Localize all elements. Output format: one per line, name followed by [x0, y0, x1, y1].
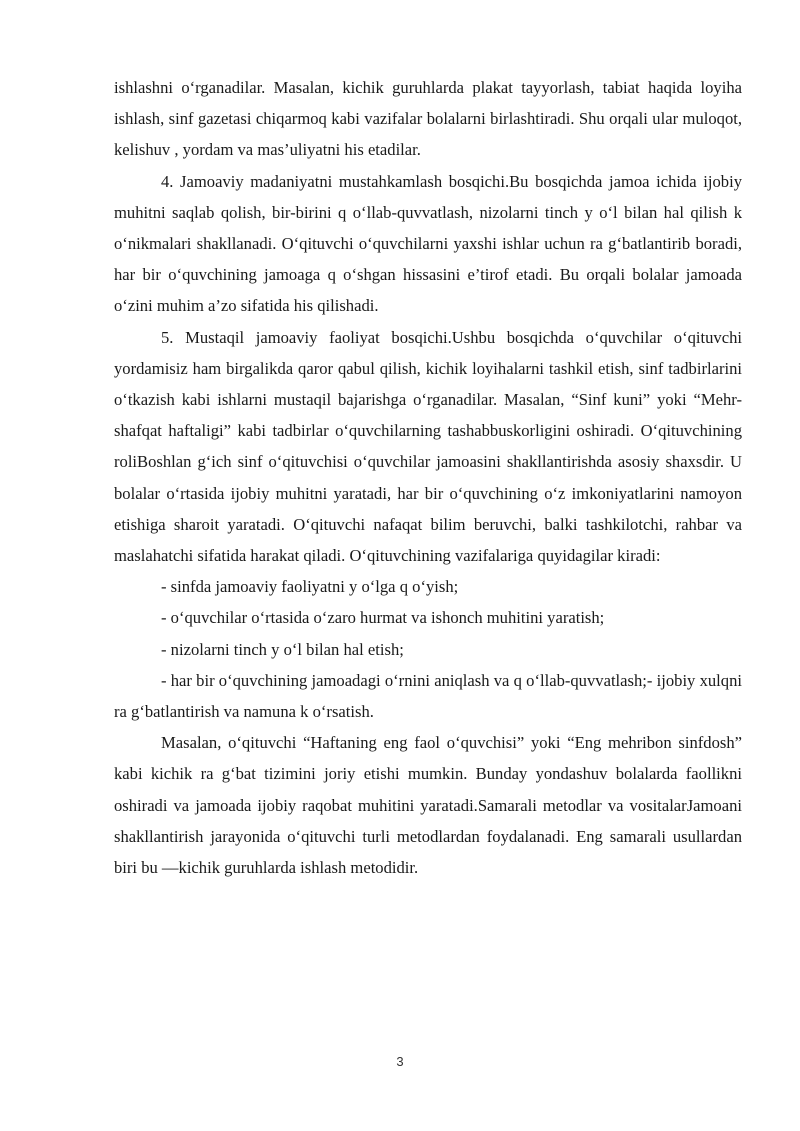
page-body [114, 72, 742, 883]
list-item-duty-4: - har bir o‘quvchining jamoadagi o‘rnini aniqlash va q o‘llab-quvvatlash;- ijobiy xulqni ra g‘batlantirish va namuna k o‘rsatish. [114, 670, 742, 722]
page-number: 3 [396, 1054, 404, 1069]
paragraph-continuation: ishlashni o‘rganadilar. Masalan, kichik guruhlarda plakat tayyorlash, tabiat haqida loyiha ishlash, sinf gazetasi chiqarmoq kabi vazifalar bolalarni birlashtiradi. Shu orqali ular muloqot, kelishuv , yordam va mas’uliyatni his etadilar. [114, 78, 742, 160]
paragraph-example: Masalan, o‘qituvchi “Haftaning eng faol o‘quvchisi” yoki “Eng mehribon sinfdosh” kabi kichik ra g‘bat tizimini joriy etishi mumkin. Bunday yondashuv bolalarda faollikni oshiradi va jamoada ijobiy raqobat muhitini yaratadi.Samarali metodlar va vositalarJamoani shakllantirish jarayonida o‘qituvchi turli metodlardan foydalanadi. Eng samarali usullardan biri bu —kichik guruhlarda ishlash metodidir. [114, 733, 742, 878]
list-item-duty-1: - sinfda jamoaviy faoliyatni y o‘lga q o‘yish; [161, 577, 459, 597]
paragraph-stage-4: 4. Jamoaviy madaniyatni mustahkamlash bosqichi.Bu bosqichda jamoa ichida ijobiy muhitni saqlab qolish, bir-birini q o‘llab-quvvatlash, nizolarni tinch y o‘l bilan hal qilish k o‘nikmalari shakllanadi. O‘qituvchi o‘quvchilarni yaxshi ishlar uchun ra g‘batlantirib boradi, har bir o‘quvchining jamoaga q o‘shgan hissasini e’tirof etadi. Bu orqali bolalar jamoada o‘zini muhim a’zo sifatida his qilishadi. [114, 171, 742, 316]
paragraph-stage-5: 5. Mustaqil jamoaviy faoliyat bosqichi.Ushbu bosqichda o‘quvchilar o‘qituvchi yordamisiz ham birgalikda qaror qabul qilish, kichik loyihalarni tashkil etish, sinf tadbirlarini o‘tkazish kabi ishlarni mustaqil bajarishga o‘rganadilar. Masalan, “Sinf kuni” yoki “Mehr-shafqat haftaligi” kabi tadbirlar o‘quvchilarning tashabbuskorligini oshiradi. O‘qituvchining roliBoshlan g‘ich sinf o‘qituvchisi o‘quvchilar jamoasini shakllantirishda asosiy shaxsdir. U bolalar o‘rtasida ijobiy muhitni yaratadi, har bir o‘quvchining o‘z imkoniyatlarini namoyon etishiga sharoit yaratadi. O‘qituvchi nafaqat bilim beruvchi, balki tashkilotchi, rahbar va maslahatchi sifatida harakat qiladi. O‘qituvchining vazifalariga quyidagilar kiradi: [114, 327, 742, 566]
list-item-duty-3: - nizolarni tinch y o‘l bilan hal etish; [161, 639, 404, 659]
list-item-duty-2: - o‘quvchilar o‘rtasida o‘zaro hurmat va ishonch muhitini yaratish; [161, 608, 605, 628]
